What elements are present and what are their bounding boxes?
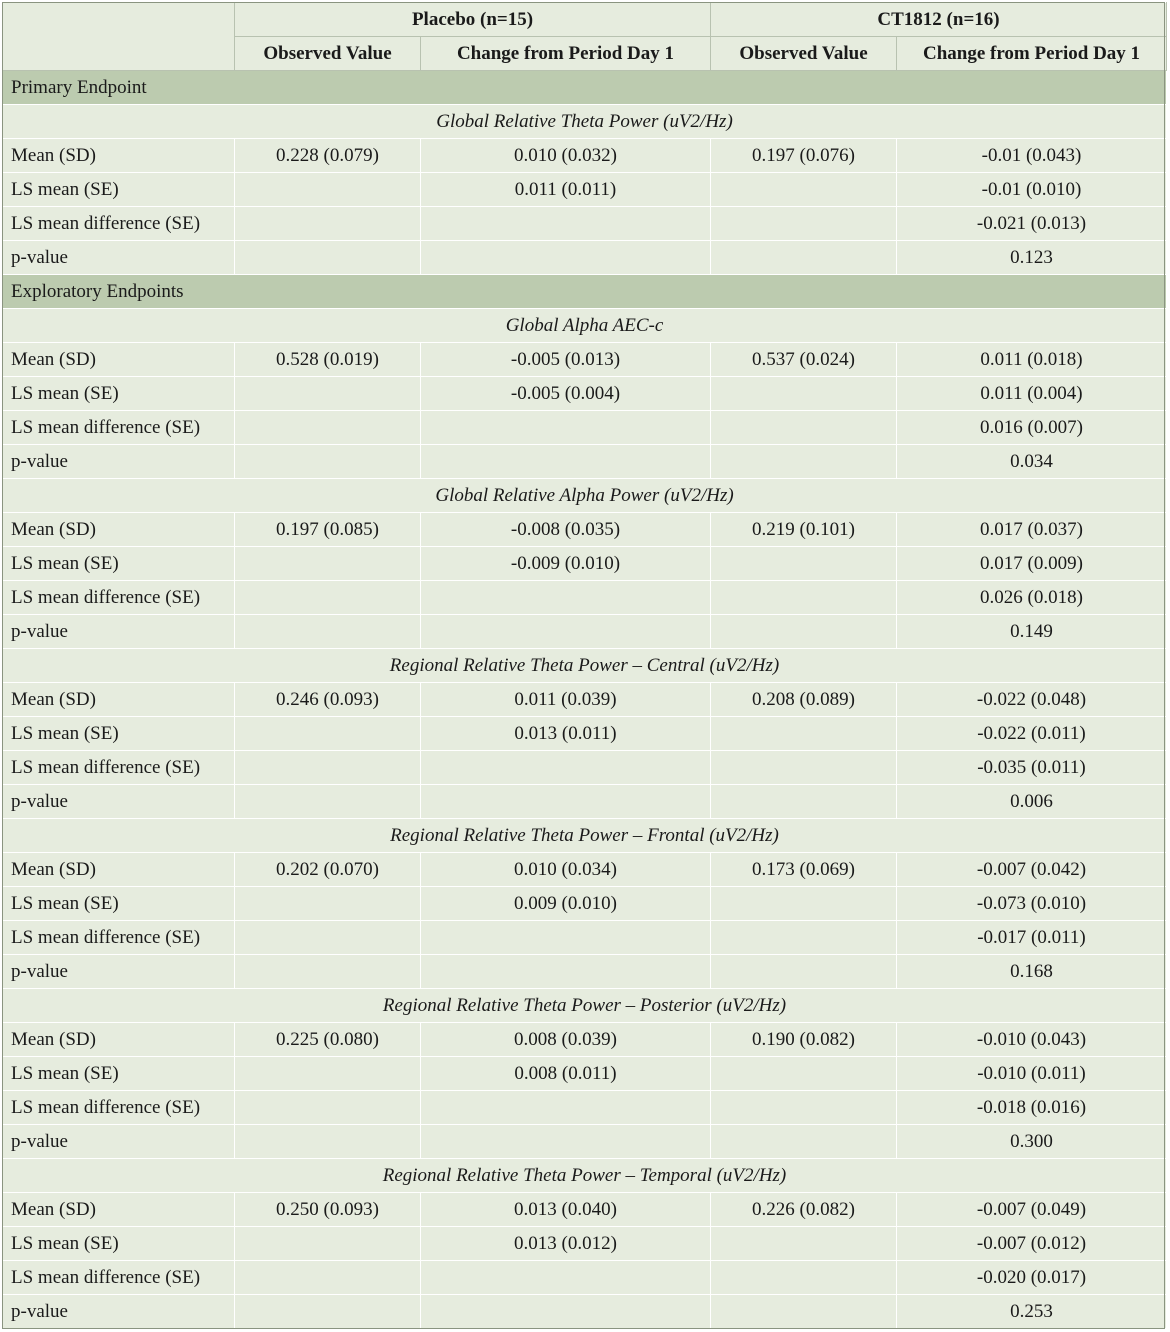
table-cell bbox=[711, 785, 897, 819]
table-cell bbox=[235, 615, 421, 649]
section-header-row bbox=[3, 71, 1167, 105]
table-cell: 0.034 bbox=[897, 445, 1167, 479]
table-cell bbox=[235, 785, 421, 819]
table-body bbox=[3, 71, 1167, 1329]
table-cell bbox=[235, 1227, 421, 1261]
table-cell bbox=[421, 411, 711, 445]
table-cell: 0.008 (0.011) bbox=[421, 1057, 711, 1091]
table-cell bbox=[235, 1125, 421, 1159]
table-cell bbox=[421, 1091, 711, 1125]
table-cell: 0.253 bbox=[897, 1295, 1167, 1329]
table-cell bbox=[235, 1091, 421, 1125]
table-cell bbox=[421, 445, 711, 479]
row-label: LS mean difference (SE) bbox=[3, 1261, 235, 1295]
table-cell bbox=[711, 207, 897, 241]
row-label: LS mean difference (SE) bbox=[3, 207, 235, 241]
table-row bbox=[3, 683, 1167, 717]
table-row bbox=[3, 547, 1167, 581]
table-row bbox=[3, 581, 1167, 615]
table-cell: 0.208 (0.089) bbox=[711, 683, 897, 717]
table-cell: 0.246 (0.093) bbox=[235, 683, 421, 717]
row-label: p-value bbox=[3, 241, 235, 275]
table-cell: -0.008 (0.035) bbox=[421, 513, 711, 547]
table-cell bbox=[235, 173, 421, 207]
table-row bbox=[3, 887, 1167, 921]
column-header: Observed Value bbox=[711, 37, 897, 71]
table-row bbox=[3, 513, 1167, 547]
table-cell bbox=[235, 207, 421, 241]
table-cell: -0.005 (0.013) bbox=[421, 343, 711, 377]
table-cell: 0.528 (0.019) bbox=[235, 343, 421, 377]
table-cell: -0.035 (0.011) bbox=[897, 751, 1167, 785]
table-cell: 0.009 (0.010) bbox=[421, 887, 711, 921]
table-cell bbox=[235, 377, 421, 411]
table-cell bbox=[711, 1091, 897, 1125]
table-cell bbox=[235, 717, 421, 751]
table-row bbox=[3, 445, 1167, 479]
table-cell bbox=[711, 615, 897, 649]
table-cell: 0.228 (0.079) bbox=[235, 139, 421, 173]
table-row bbox=[3, 717, 1167, 751]
table-cell: 0.197 (0.085) bbox=[235, 513, 421, 547]
table-cell: 0.017 (0.009) bbox=[897, 547, 1167, 581]
table-cell: 0.250 (0.093) bbox=[235, 1193, 421, 1227]
table-cell: 0.149 bbox=[897, 615, 1167, 649]
table-cell bbox=[711, 173, 897, 207]
table-row bbox=[3, 207, 1167, 241]
table-cell bbox=[235, 241, 421, 275]
row-label: p-value bbox=[3, 955, 235, 989]
table-cell bbox=[711, 1125, 897, 1159]
table-cell: 0.011 (0.018) bbox=[897, 343, 1167, 377]
table-cell: 0.537 (0.024) bbox=[711, 343, 897, 377]
table-row bbox=[3, 921, 1167, 955]
row-label: Mean (SD) bbox=[3, 683, 235, 717]
table-cell: 0.008 (0.039) bbox=[421, 1023, 711, 1057]
table-cell: -0.022 (0.048) bbox=[897, 683, 1167, 717]
table-cell: -0.017 (0.011) bbox=[897, 921, 1167, 955]
table-cell bbox=[421, 207, 711, 241]
row-label: p-value bbox=[3, 785, 235, 819]
row-label: LS mean difference (SE) bbox=[3, 411, 235, 445]
table-row bbox=[3, 411, 1167, 445]
table-row bbox=[3, 173, 1167, 207]
table-cell bbox=[235, 1261, 421, 1295]
group-header-placebo: Placebo (n=15) bbox=[235, 3, 711, 37]
results-table bbox=[2, 2, 1167, 1329]
corner-cell bbox=[3, 3, 235, 71]
table-cell bbox=[711, 887, 897, 921]
section-title: Primary Endpoint bbox=[3, 71, 1167, 105]
table-cell bbox=[711, 547, 897, 581]
table-cell: 0.011 (0.011) bbox=[421, 173, 711, 207]
table-cell bbox=[711, 445, 897, 479]
measure-header-row bbox=[3, 105, 1167, 139]
table-cell: 0.011 (0.039) bbox=[421, 683, 711, 717]
table-cell: 0.168 bbox=[897, 955, 1167, 989]
table-cell: -0.010 (0.043) bbox=[897, 1023, 1167, 1057]
row-label: LS mean difference (SE) bbox=[3, 921, 235, 955]
row-label: p-value bbox=[3, 445, 235, 479]
table-cell: -0.005 (0.004) bbox=[421, 377, 711, 411]
row-label: LS mean difference (SE) bbox=[3, 751, 235, 785]
measure-header-row bbox=[3, 989, 1167, 1023]
table-row bbox=[3, 1227, 1167, 1261]
table-cell: 0.226 (0.082) bbox=[711, 1193, 897, 1227]
measure-header-row bbox=[3, 649, 1167, 683]
row-label: Mean (SD) bbox=[3, 343, 235, 377]
table-cell: 0.017 (0.037) bbox=[897, 513, 1167, 547]
table-row bbox=[3, 1193, 1167, 1227]
table-cell: 0.190 (0.082) bbox=[711, 1023, 897, 1057]
row-label: Mean (SD) bbox=[3, 853, 235, 887]
table-cell bbox=[711, 377, 897, 411]
measure-title: Regional Relative Theta Power – Frontal (uV2/Hz) bbox=[3, 819, 1167, 853]
table-cell bbox=[235, 1057, 421, 1091]
table-cell: -0.009 (0.010) bbox=[421, 547, 711, 581]
table-row bbox=[3, 1125, 1167, 1159]
table-cell: 0.006 bbox=[897, 785, 1167, 819]
table-cell: -0.021 (0.013) bbox=[897, 207, 1167, 241]
table-cell bbox=[421, 921, 711, 955]
measure-title: Regional Relative Theta Power – Posterior (uV2/Hz) bbox=[3, 989, 1167, 1023]
table-cell bbox=[235, 955, 421, 989]
table-cell: -0.007 (0.042) bbox=[897, 853, 1167, 887]
measure-title: Global Relative Theta Power (uV2/Hz) bbox=[3, 105, 1167, 139]
table-cell: 0.010 (0.032) bbox=[421, 139, 711, 173]
column-header: Change from Period Day 1 bbox=[897, 37, 1167, 71]
table-cell: 0.219 (0.101) bbox=[711, 513, 897, 547]
table-row bbox=[3, 241, 1167, 275]
table-cell bbox=[711, 717, 897, 751]
table-cell: 0.225 (0.080) bbox=[235, 1023, 421, 1057]
row-label: LS mean (SE) bbox=[3, 547, 235, 581]
table-row bbox=[3, 343, 1167, 377]
table-cell bbox=[235, 445, 421, 479]
table-cell: -0.01 (0.043) bbox=[897, 139, 1167, 173]
table-cell: 0.016 (0.007) bbox=[897, 411, 1167, 445]
table-cell: 0.026 (0.018) bbox=[897, 581, 1167, 615]
table-cell bbox=[235, 921, 421, 955]
table-cell bbox=[711, 751, 897, 785]
table-row bbox=[3, 615, 1167, 649]
row-label: Mean (SD) bbox=[3, 1193, 235, 1227]
row-label: p-value bbox=[3, 1295, 235, 1329]
table-row bbox=[3, 1057, 1167, 1091]
table-cell bbox=[711, 1057, 897, 1091]
table-cell bbox=[711, 1295, 897, 1329]
table-cell: -0.018 (0.016) bbox=[897, 1091, 1167, 1125]
measure-title: Regional Relative Theta Power – Temporal (uV2/Hz) bbox=[3, 1159, 1167, 1193]
table-row bbox=[3, 139, 1167, 173]
table-row bbox=[3, 1261, 1167, 1295]
row-label: LS mean (SE) bbox=[3, 887, 235, 921]
table-row bbox=[3, 1295, 1167, 1329]
table-cell: 0.013 (0.012) bbox=[421, 1227, 711, 1261]
table-cell: 0.173 (0.069) bbox=[711, 853, 897, 887]
measure-header-row bbox=[3, 479, 1167, 513]
table-row bbox=[3, 785, 1167, 819]
row-label: Mean (SD) bbox=[3, 513, 235, 547]
row-label: p-value bbox=[3, 615, 235, 649]
table-cell: -0.010 (0.011) bbox=[897, 1057, 1167, 1091]
column-header: Observed Value bbox=[235, 37, 421, 71]
group-header-ct1812: CT1812 (n=16) bbox=[711, 3, 1167, 37]
row-label: LS mean (SE) bbox=[3, 377, 235, 411]
table-cell bbox=[711, 921, 897, 955]
table-cell: -0.01 (0.010) bbox=[897, 173, 1167, 207]
table-cell: -0.020 (0.017) bbox=[897, 1261, 1167, 1295]
table-cell bbox=[235, 411, 421, 445]
table-row bbox=[3, 1023, 1167, 1057]
table-cell bbox=[421, 241, 711, 275]
table-cell bbox=[711, 1227, 897, 1261]
row-label: LS mean (SE) bbox=[3, 173, 235, 207]
row-label: Mean (SD) bbox=[3, 139, 235, 173]
table-cell bbox=[421, 955, 711, 989]
table-cell: -0.007 (0.049) bbox=[897, 1193, 1167, 1227]
measure-title: Regional Relative Theta Power – Central (uV2/Hz) bbox=[3, 649, 1167, 683]
table-cell bbox=[421, 1125, 711, 1159]
table-cell bbox=[235, 751, 421, 785]
table-cell bbox=[711, 241, 897, 275]
table-cell bbox=[421, 615, 711, 649]
table-row bbox=[3, 751, 1167, 785]
table-cell bbox=[235, 547, 421, 581]
row-label: LS mean (SE) bbox=[3, 1227, 235, 1261]
table-row bbox=[3, 377, 1167, 411]
measure-header-row bbox=[3, 309, 1167, 343]
table-cell bbox=[421, 1295, 711, 1329]
table-cell bbox=[711, 411, 897, 445]
measure-title: Global Alpha AEC-c bbox=[3, 309, 1167, 343]
table-cell: 0.300 bbox=[897, 1125, 1167, 1159]
table-cell: 0.202 (0.070) bbox=[235, 853, 421, 887]
table-cell bbox=[235, 1295, 421, 1329]
table-cell bbox=[235, 581, 421, 615]
table-cell: -0.073 (0.010) bbox=[897, 887, 1167, 921]
table-cell bbox=[421, 785, 711, 819]
table-cell: -0.007 (0.012) bbox=[897, 1227, 1167, 1261]
measure-header-row bbox=[3, 819, 1167, 853]
measure-title: Global Relative Alpha Power (uV2/Hz) bbox=[3, 479, 1167, 513]
column-header: Change from Period Day 1 bbox=[421, 37, 711, 71]
table-cell bbox=[421, 1261, 711, 1295]
table-cell: 0.013 (0.040) bbox=[421, 1193, 711, 1227]
section-header-row bbox=[3, 275, 1167, 309]
group-header-row bbox=[3, 3, 1167, 37]
table-cell: 0.197 (0.076) bbox=[711, 139, 897, 173]
table-row bbox=[3, 853, 1167, 887]
table-cell bbox=[711, 581, 897, 615]
table-cell: 0.011 (0.004) bbox=[897, 377, 1167, 411]
table-cell: 0.013 (0.011) bbox=[421, 717, 711, 751]
row-label: LS mean (SE) bbox=[3, 717, 235, 751]
table-cell bbox=[421, 581, 711, 615]
table-row bbox=[3, 955, 1167, 989]
table-cell: 0.010 (0.034) bbox=[421, 853, 711, 887]
table-cell: -0.022 (0.011) bbox=[897, 717, 1167, 751]
table-cell bbox=[421, 751, 711, 785]
table-cell bbox=[235, 887, 421, 921]
row-label: p-value bbox=[3, 1125, 235, 1159]
table-cell bbox=[711, 955, 897, 989]
section-title: Exploratory Endpoints bbox=[3, 275, 1167, 309]
table-row bbox=[3, 1091, 1167, 1125]
row-label: Mean (SD) bbox=[3, 1023, 235, 1057]
row-label: LS mean difference (SE) bbox=[3, 1091, 235, 1125]
measure-header-row bbox=[3, 1159, 1167, 1193]
row-label: LS mean difference (SE) bbox=[3, 581, 235, 615]
table-cell: 0.123 bbox=[897, 241, 1167, 275]
table-cell bbox=[711, 1261, 897, 1295]
row-label: LS mean (SE) bbox=[3, 1057, 235, 1091]
